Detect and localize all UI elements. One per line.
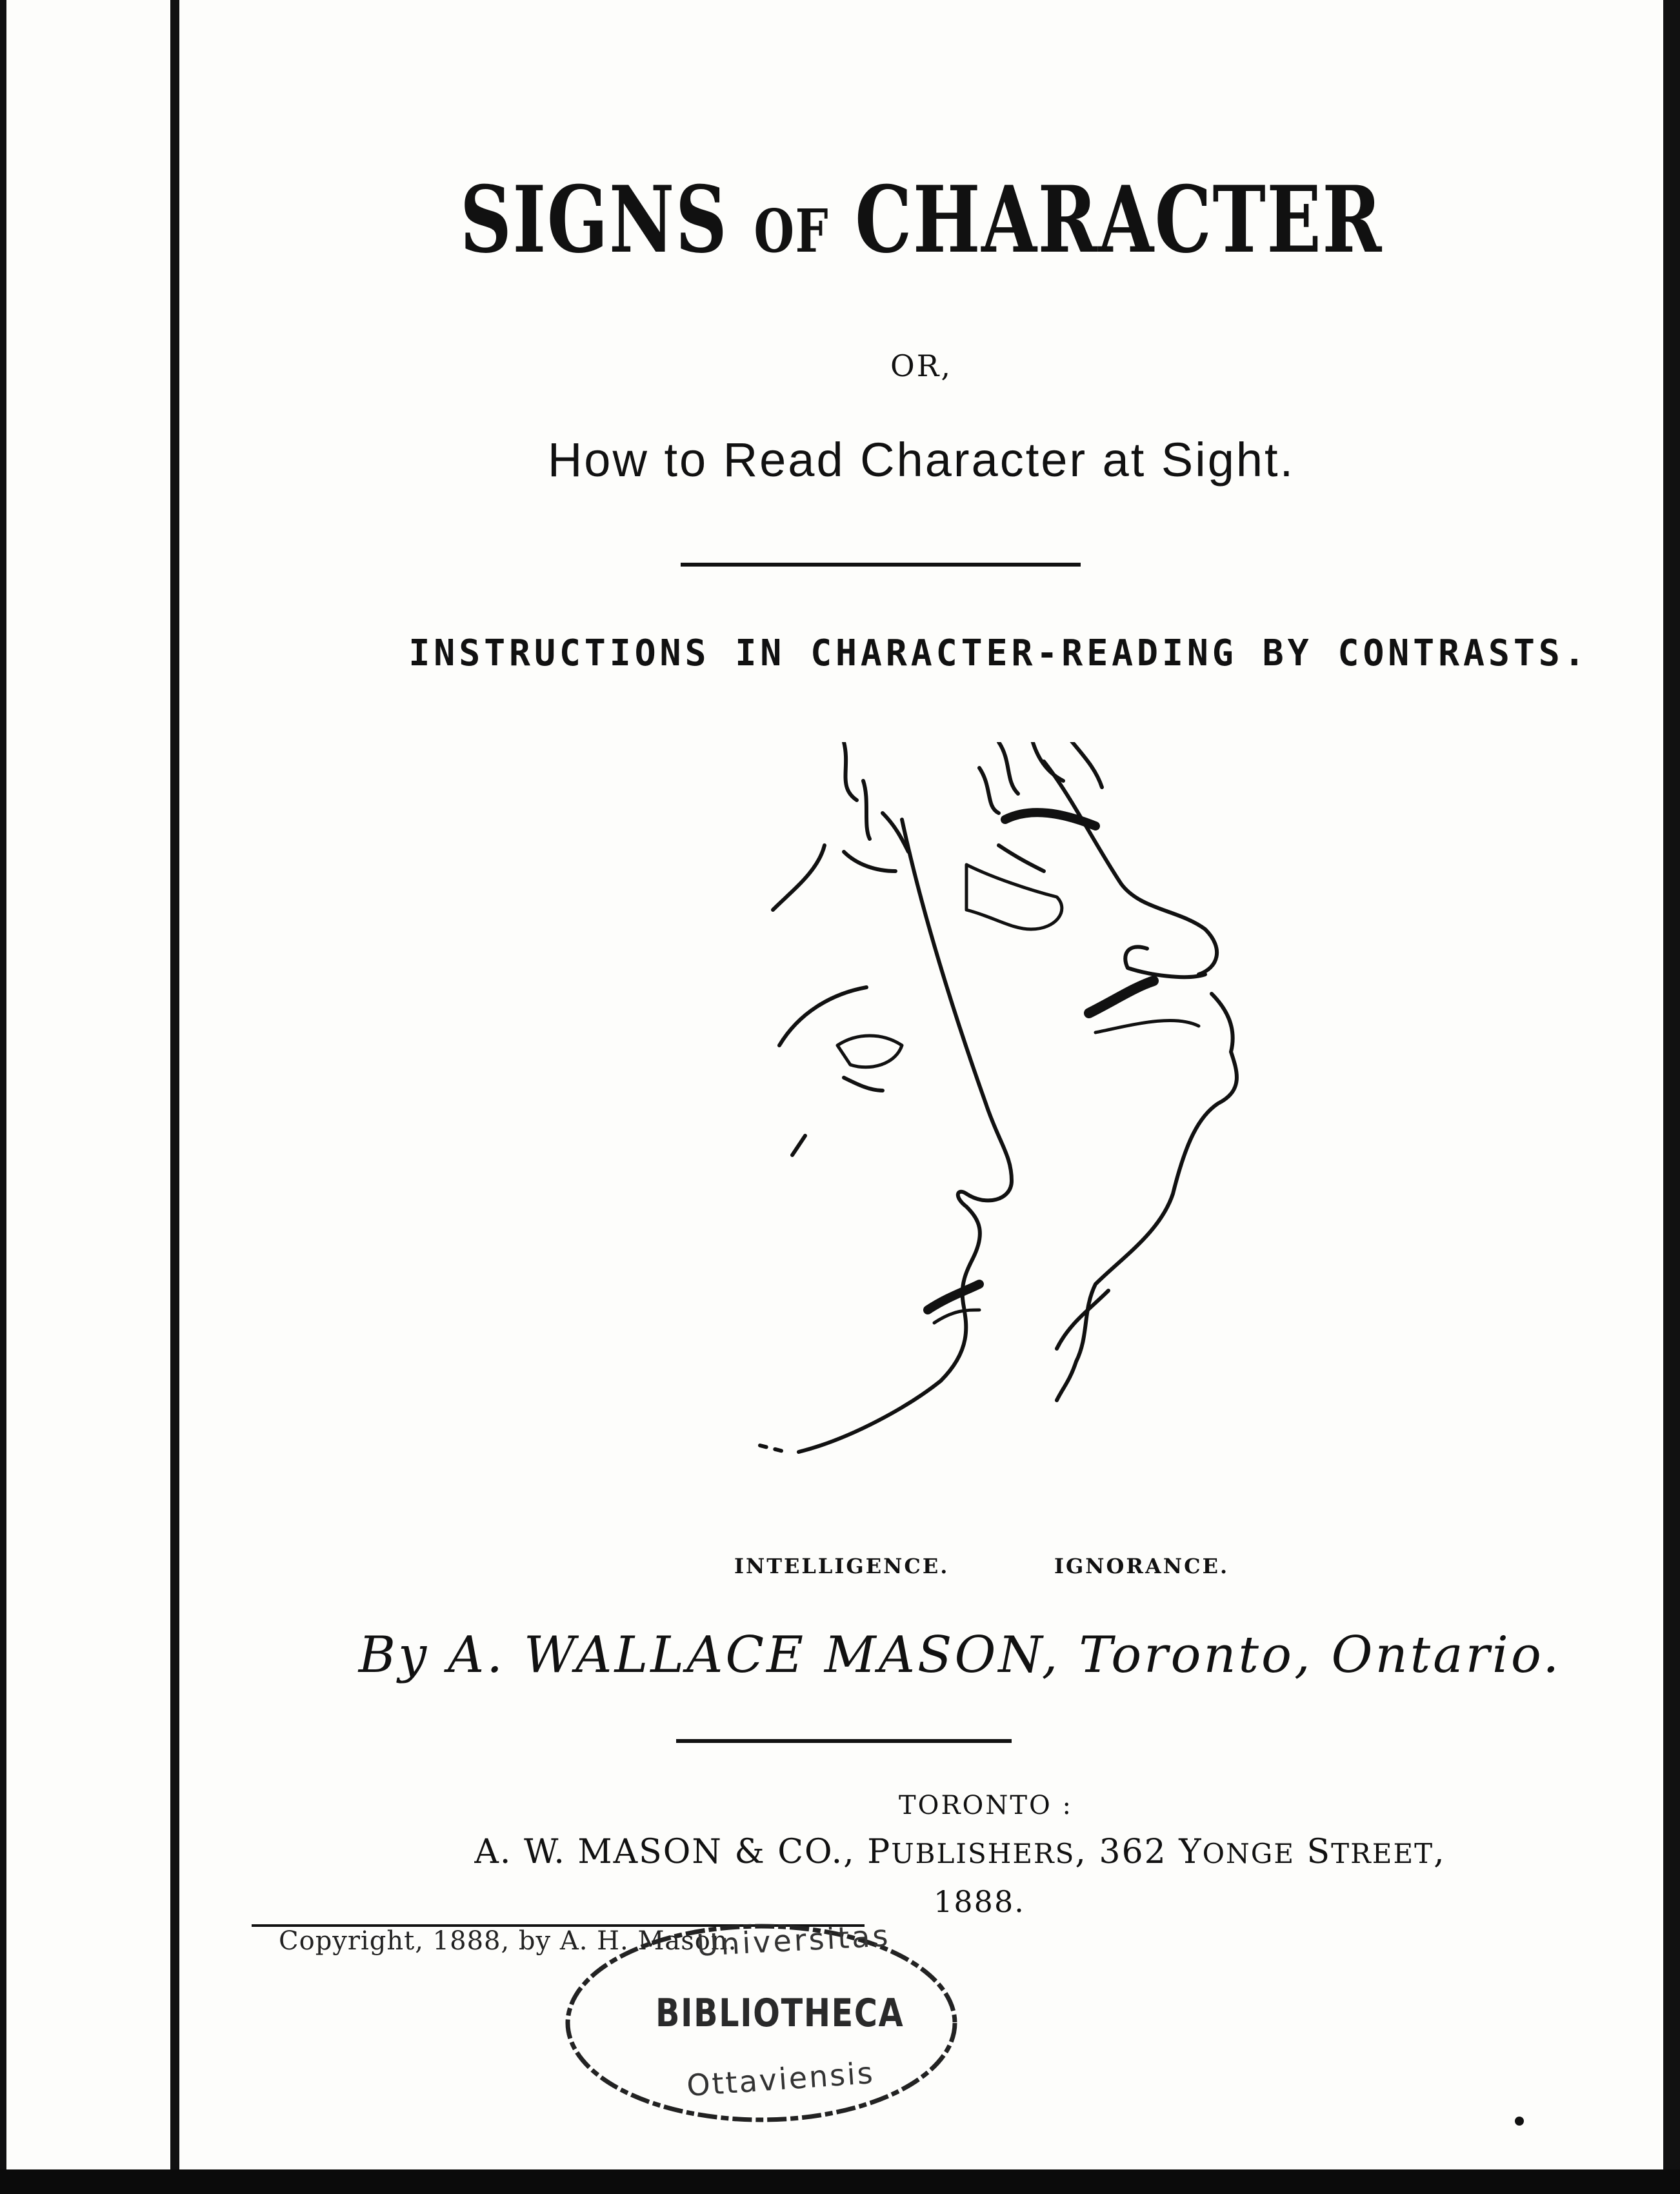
publisher-part-7: , [1434, 1833, 1446, 1871]
scan-edge-right [1663, 0, 1680, 2194]
label-intelligence: INTELLIGENCE. [734, 1554, 950, 1578]
imprint-publisher [218, 1833, 1663, 1871]
imprint-city: TORONTO : [898, 1791, 1074, 1820]
title-page [179, 0, 1663, 2169]
or-line: OR, [890, 348, 952, 383]
book-title [343, 166, 1500, 274]
stamp-text-bottom: Ottaviensis [685, 2055, 876, 2104]
publisher-part-3: , 362 Y [1075, 1833, 1203, 1871]
scan-edge-bottom [0, 2169, 1680, 2194]
publisher-part-2: UBLISHERS [891, 1838, 1075, 1869]
publisher-part-6: TREET [1331, 1838, 1434, 1869]
title-character: CHARACTER [855, 166, 1383, 274]
ink-dot [1515, 2117, 1524, 2126]
page-margin-left [0, 0, 179, 2194]
stamp-text-top: Universitas [695, 1918, 892, 1963]
binding-shadow [170, 0, 179, 2169]
scan-edge-left [0, 0, 6, 2194]
instructions-line: INSTRUCTIONS IN CHARACTER-READING BY CONTRASTS. [408, 632, 1589, 674]
two-profiles-illustration [708, 742, 1366, 1549]
book-subtitle: How to Read Character at Sight. [547, 433, 1295, 487]
publisher-part-1: A. W. MASON & CO., P [474, 1833, 892, 1871]
title-signs: SIGNS [459, 166, 728, 274]
copyright-line: Copyright, 1888, by A. H. Mason. [279, 1926, 737, 1956]
imprint-year: 1888. [934, 1884, 1025, 1919]
publisher-part-4: ONGE [1202, 1838, 1295, 1869]
divider-rule-middle [676, 1739, 1012, 1743]
author-byline: By A. WALLACE MASON, Toronto, Ontario. [358, 1626, 1562, 1684]
title-of: OF [754, 196, 830, 266]
stamp-text-middle: BIBLIOTHECA [655, 1991, 905, 2036]
label-ignorance: IGNORANCE. [1054, 1554, 1230, 1578]
divider-rule-top [681, 563, 1081, 567]
publisher-part-5: S [1295, 1833, 1332, 1871]
